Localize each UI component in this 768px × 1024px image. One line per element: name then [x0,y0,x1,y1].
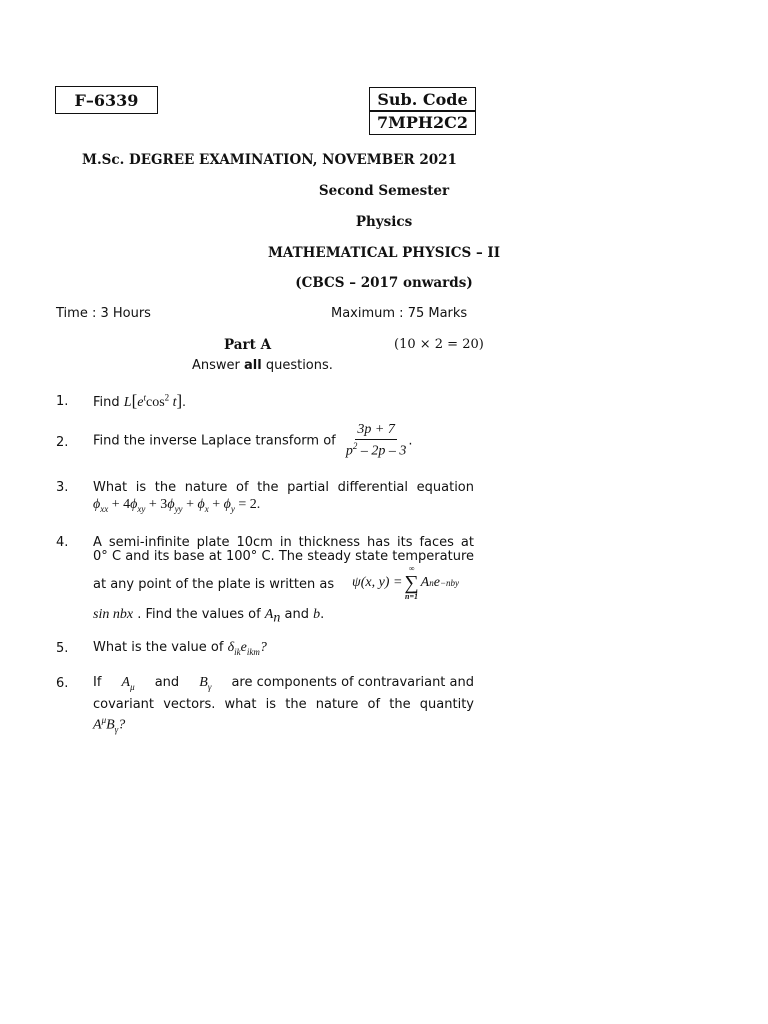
paper-code-box [55,86,158,114]
sub-code-box [369,110,476,135]
laplace-expression: $L[e^t\cos^2$ t]. [123,391,186,410]
question-number: 4. [56,535,69,550]
question-number: 5. [56,641,69,656]
part-title: Part A [224,337,272,353]
quantity-expression: $A^\mu B_\gamma$? [93,715,126,735]
pde-equation: $\phi_{xx} + 4\phi_{xy} + 3\phi_{yy} + \phi_x + \phi_y = 2$. [93,497,261,514]
maximum-marks: Maximum : 75 Marks [331,306,468,321]
question-1: Find $L[e^t\cos^2$ t]. [93,391,186,410]
subject: Physics [355,214,413,230]
question-number: 6. [56,676,69,691]
fraction: $\frac{3p + 7}{p^2 - 2p - 3}$ [345,422,407,459]
question-4-line-2: 0° C and its base at 100° C. The steady state temperature [93,549,474,564]
question-number: 3. [56,480,69,495]
question-6-line-2: covariant vectors. what is the nature of the quantity [93,697,474,712]
scheme: (CBCS – 2017 onwards) [295,275,473,291]
paper-code: F–6339 [74,90,139,110]
sub-code-label-box [369,87,476,112]
exam-title: M.Sc. DEGREE EXAMINATION, NOVEMBER 2021 [82,152,457,168]
question-3-line-1: What is the nature of the partial differential equation [93,480,474,495]
question-4-line-4: sin nbx . Find the values of $A_n$ and b. [93,607,325,626]
sub-code: 7MPH2C2 [377,113,468,132]
course-title: MATHEMATICAL PHYSICS – II [267,245,501,261]
question-4-line-1: A semi-infinite plate 10cm in thickness has its faces at [93,535,474,550]
part-instruction: Answer all questions. [192,358,333,373]
question-4-line-3: at any point of the plate is written as [93,577,335,592]
question-number: 1. [56,394,69,409]
temperature-series: ψ(x, y) = ∞ ∑ n=1 A n e −nby [352,564,460,601]
question-2: Find the inverse Laplace transform of $\frac{3p + 7}{p^2 - 2p - 3}$ . [93,422,413,459]
sub-code-label: Sub. Code [377,90,468,109]
question-5: What is the value of $\delta_{ik}e_{ikm}$? [93,640,267,657]
time-allowed: Time : 3 Hours [56,306,151,321]
tensor-expression: $\delta_{ik}e_{ikm}$? [227,640,267,657]
part-marks: (10 × 2 = 20) [394,337,484,352]
question-number: 2. [56,435,69,450]
question-6-line-1: If $A_\mu$ and $B_\gamma$ are components of contravariant and [93,675,474,692]
summation: ∞ ∑ n=1 [404,564,419,601]
semester: Second Semester [318,183,450,199]
